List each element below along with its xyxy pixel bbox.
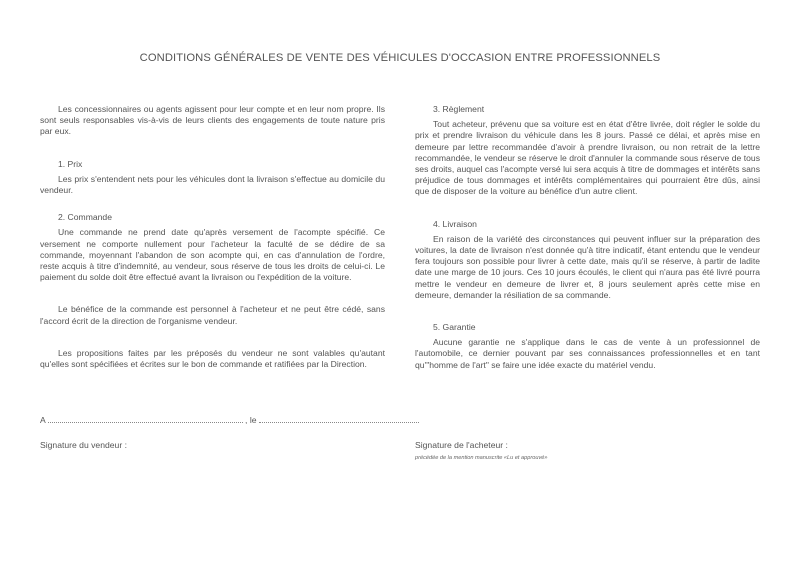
section-commande-text-2: Le bénéfice de la commande est personnel à l'acheteur et ne peut être cédé, sans l'accord écrit de la direction de l'organisme vendeur. <box>40 304 385 326</box>
page-title: CONDITIONS GÉNÉRALES DE VENTE DES VÉHICULES D'OCCASION ENTRE PROFESSIONNELS <box>139 52 661 64</box>
section-heading-livraison: 4. Livraison <box>433 218 477 229</box>
place-date-line <box>40 414 760 425</box>
date-field[interactable] <box>259 414 419 423</box>
left-column <box>40 104 385 370</box>
section-livraison-text: En raison de la variété des circonstances qui peuvent influer sur la préparation des voitures, la date de livraison n'est donnée qu'à titre indicatif, étant entendu que le vendeur fera toujours son possible pour livrer à cette date, mais qu'il se réserve, à partir de ladite date une marge de 10 jours. Ces 10 jours écoulés, le client qui n'aura pas été livré pourra mettre le vendeur en demeure de livrer et, 8 jours seulement après cette mise en demeure, demander la résiliation de sa commande. <box>415 233 760 300</box>
intro-paragraph: Les concessionnaires ou agents agissent pour leur compte et en leur nom propre. Ils sont seuls responsables vis-à-vis de leurs clients des engagements de toute nature pris par eux. <box>40 104 385 137</box>
section-heading-garantie: 5. Garantie <box>433 322 476 333</box>
section-commande-text-1: Une commande ne prend date qu'après versement de l'acompte spécifié. Ce versement ne comporte nullement pour l'acheteur la faculté de se dédire de sa commande, moyennant l'abandon de son acompte qui, en cas d'annulation de l'ordre, reste acquis à titre d'indemnité, au vendeur, sous réserve de tous les droits de celui-ci. Le paiement du solde doit être effectué avant la livraison ou l'expédition de la voiture. <box>40 227 385 283</box>
right-column <box>415 104 760 371</box>
date-label: , le <box>245 415 257 425</box>
buyer-signature-note: précédée de la mention manuscrite «Lu et approuvé» <box>415 455 548 461</box>
section-commande-text-3: Les propositions faites par les préposés du vendeur ne sont valables qu'autant qu'elles sont spécifiées et écrites sur le bon de commande et ratifiées par la Direction. <box>40 347 385 370</box>
section-prix-text: Les prix s'entendent nets pour les véhicules dont la livraison s'effectue au domicile du vendeur. <box>40 173 385 196</box>
section-heading-commande: 2. Commande <box>58 212 112 223</box>
section-heading-prix: 1. Prix <box>58 158 83 169</box>
section-garantie-text: Aucune garantie ne s'applique dans le cas de vente à un professionnel de l'automobile, ce dernier pouvant par ses connaissances professionnelles et en tant qu'"homme de l'art" se faire une idée exacte du matériel vendu. <box>415 337 760 370</box>
place-field[interactable] <box>48 414 243 423</box>
section-reglement-text: Tout acheteur, prévenu que sa voiture est en état d'être livrée, doit régler le solde du prix et prendre livraison du véhicule dans les 8 jours. Passé ce délai, et après mise en demeure par lettre recommandée d'avoir à prendre livraison, ou non retrait de la lettre recommandée, le vendeur se réserve le droit d'annuler la commande sous réserve de tous ses droits, auquel cas l'acompte versé lui sera acquis à titre de dommages et intérêts sans préjudice de tous dommages et intérêts complémentaires qui pourraient être dûs, ainsi que de disposer de la voiture au bénéfice d'un autre client. <box>415 119 760 197</box>
place-label: A <box>40 415 46 425</box>
seller-signature-label: Signature du vendeur : <box>40 440 127 450</box>
section-heading-reglement: 3. Règlement <box>433 104 485 114</box>
buyer-signature-label: Signature de l'acheteur : <box>415 440 508 450</box>
